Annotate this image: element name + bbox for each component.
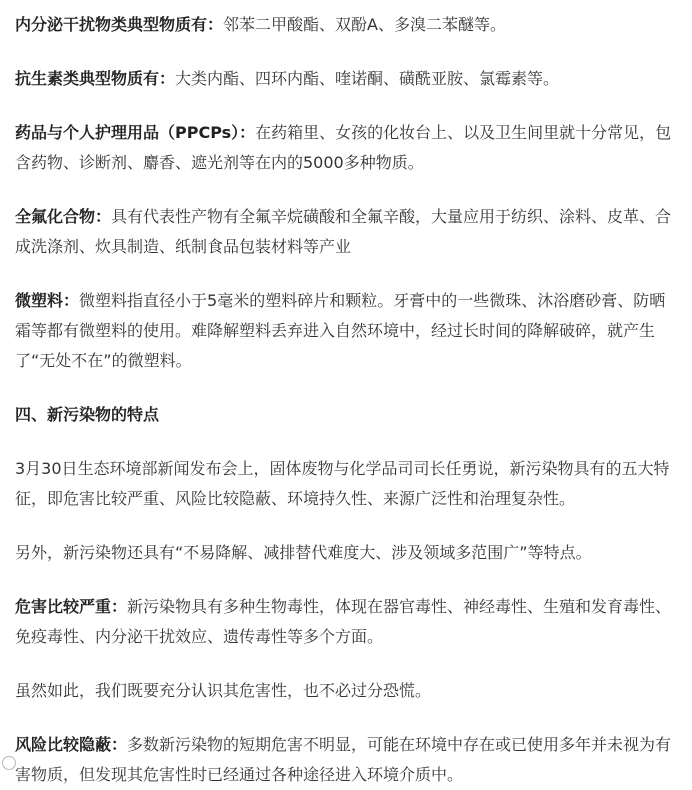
watermark-logo (2, 756, 16, 770)
paragraph-antibiotics (15, 64, 677, 94)
paragraph-label: 微塑料： (15, 291, 80, 310)
paragraph-endocrine (15, 10, 677, 40)
paragraph-risk (15, 730, 677, 790)
paragraph-label: 全氟化合物： (15, 207, 112, 226)
paragraph-microplastics (15, 286, 677, 376)
paragraph-pfas (15, 202, 677, 262)
paragraph-text: 在药箱里、女孩的化妆台上、以及卫生间里就十分常见，包含药物、诊断剂、麝香、遮光剂等在内的5000多种物质。 (15, 123, 672, 172)
paragraph-text: 微塑料指直径小于5毫米的塑料碎片和颗粒。牙膏中的一些微珠、沐浴磨砂膏、防晒霜等都有微塑料的使用。难降解塑料丢弃进入自然环境中，经过长时间的降解破碎，就产生了“无处不在”的微塑料。 (15, 291, 666, 370)
paragraph-intro: 3月30日生态环境部新闻发布会上，固体废物与化学品司司长任勇说，新污染物具有的五大特征，即危害比较严重、风险比较隐蔽、环境持久性、来源广泛性和治理复杂性。 (15, 459, 670, 508)
paragraph-label: 药品与个人护理用品（PPCPs）： (15, 123, 256, 142)
watermark-icon (2, 756, 16, 770)
paragraph-calm: 虽然如此，我们既要充分认识其危害性，也不必过分恐慌。 (15, 681, 432, 700)
paragraph-label: 内分泌干扰物类典型物质有： (15, 15, 224, 34)
paragraph-harm (15, 592, 677, 652)
paragraph-text: 邻苯二甲酸酯、双酚A、多溴二苯醚等。 (223, 15, 506, 34)
section-heading: 四、新污染物的特点 (15, 405, 160, 424)
article-body (15, 10, 677, 790)
paragraph-text: 多数新污染物的短期危害不明显，可能在环境中存在或已使用多年并未视为有害物质，但发现其危害性时已经通过各种途径进入环境介质中。 (15, 735, 672, 784)
paragraph-label: 危害比较严重： (15, 597, 128, 616)
paragraph-ppcps (15, 118, 677, 178)
paragraph-also: 另外，新污染物还具有“不易降解、减排替代难度大、涉及领域多范围广”等特点。 (15, 543, 592, 562)
paragraph-text: 新污染物具有多种生物毒性，体现在器官毒性、神经毒性、生殖和发育毒性、免疫毒性、内分泌干扰效应、遗传毒性等多个方面。 (15, 597, 672, 646)
paragraph-label: 风险比较隐蔽： (15, 735, 128, 754)
paragraph-text: 大类内酯、四环内酯、喹诺酮、磺酰亚胺、氯霉素等。 (175, 69, 560, 88)
paragraph-text: 具有代表性产物有全氟辛烷磺酸和全氟辛酸，大量应用于纺织、涂料、皮革、合成洗涤剂、炊具制造、纸制食品包装材料等产业 (15, 207, 672, 256)
paragraph-label: 抗生素类典型物质有： (15, 69, 176, 88)
